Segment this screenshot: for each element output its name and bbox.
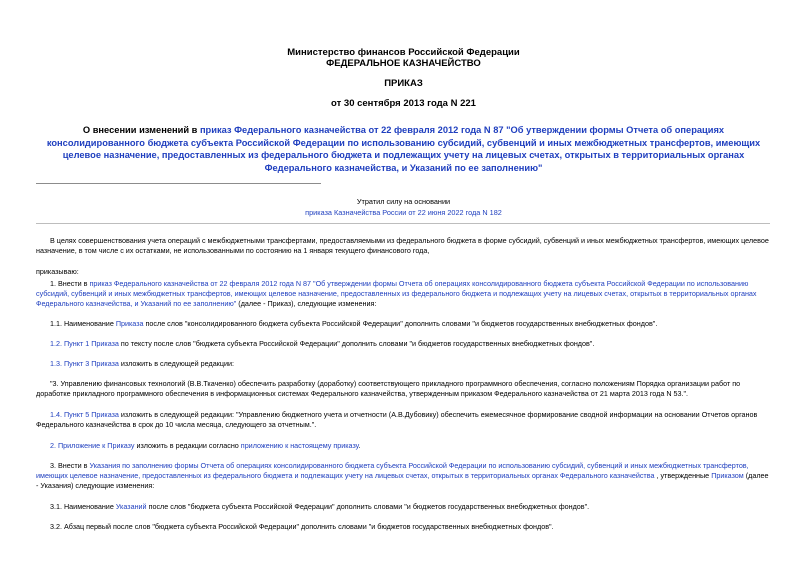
p31-text-a: 3.1. Наименование xyxy=(50,502,116,511)
p13-link[interactable]: 1.3. Пункт 3 Приказа xyxy=(50,359,119,368)
paragraph-1-1 xyxy=(36,319,770,329)
p31-text-b: после слов "бюджета субъекта Российской Федерации" дополнить словами "и бюджетов государственных внебюджетных фондов". xyxy=(146,502,590,511)
document-title xyxy=(36,124,771,174)
p12-link[interactable]: 1.2. Пункт 1 Приказа xyxy=(50,339,119,348)
title-divider xyxy=(36,183,321,184)
p3-text-b: , утвержденные xyxy=(654,471,712,480)
p14-link[interactable]: 1.4. Пункт 5 Приказа xyxy=(50,410,119,419)
p13-text: изложить в следующей редакции: xyxy=(118,359,234,368)
paragraph-3-2: 3.2. Абзац первый после слов "бюджета субъекта Российской Федерации" дополнить словами "и бюджетов государственных внебюджетных фондов". xyxy=(50,522,554,531)
order-word: приказываю: xyxy=(36,267,79,276)
p2-text-b: изложить в редакции согласно xyxy=(134,441,241,450)
p12-text: по тексту после слов "бюджета субъекта Российской Федерации" дополнить словами "и бюджетов государственных внебюджетных фондов". xyxy=(118,339,595,348)
p2-link-appendix[interactable]: 2. Приложение к Приказу xyxy=(50,441,135,450)
paragraph-3 xyxy=(36,461,770,491)
p3-text-c: (далее - Указания) следующие изменения: xyxy=(36,471,769,490)
p1-order-link[interactable]: приказ Федерального казначейства от 22 февраля 2012 года N 87 "Об утверждении формы Отчета об операциях консолидированного бюджета субъекта Российской Федерации по использованию субсидий, субвенций и иных межбюджетных трансфертов, имеющих целевое назначение, предоставленных из федерального бюджета и подлежащих учету на лицевых счетах, открытых в территориальных органах Федерального казначейства, и Указаний по ее заполнению" xyxy=(36,279,757,308)
p14-text: изложить в следующей редакции: "Управлению бюджетного учета и отчетности (А.В.Дубовику) обеспечить ежемесячное формирование сводной информации на основании Отчетов органов Федерального казначейства в срок до 10 числа месяца, следующего за отчетным.". xyxy=(36,410,758,429)
paragraph-1-3-quote: "3. Управлению финансовых технологий (В.В.Ткаченко) обеспечить разработку (доработку) соответствующего прикладного программного обеспечения, согласно положениям Порядка организации работ по доработке прикладного программного обеспечения в информационных системах Федерального казначейства, утвержденным приказом Федерального казначейства от 21 марта 2013 года N 53.". xyxy=(36,379,741,398)
document-date: от 30 сентября 2013 года N 221 xyxy=(331,98,476,109)
p31-link[interactable]: Указаний xyxy=(115,502,147,511)
status-note: Утратил силу на основании xyxy=(356,197,451,206)
intro-paragraph: В целях совершенствования учета операций с межбюджетными трансфертами, предоставляемыми из федерального бюджета в форме субсидий, субвенций и иных межбюджетных трансфертов, имеющих целевое назначение, в том числе с их остатками, не использованными по состоянию на 1 января текущего финансового года, xyxy=(36,236,769,255)
p2-link-annex[interactable]: приложению к настоящему приказу xyxy=(240,441,359,450)
title-order-link[interactable]: приказ Федерального казначейства от 22 февраля 2012 года N 87 "Об утверждении формы Отчета об операциях консолидированного бюджета субъекта Российской Федерации по использованию субсидий, субвенций и иных межбюджетных трансфертов, имеющих целевое назначение, предоставленных из федерального бюджета и подлежащих учету на лицевых счетах, открытых в территориальных органах Федерального казначейства, и Указаний по ее заполнению" xyxy=(46,125,761,173)
agency-name: ФЕДЕРАЛЬНОЕ КАЗНАЧЕЙСТВО xyxy=(326,58,481,69)
title-prefix: О внесении изменений в xyxy=(82,125,200,135)
status-divider xyxy=(36,223,770,224)
ministry-name: Министерство финансов Российской Федерации xyxy=(287,47,520,58)
repeal-order-link[interactable]: приказа Казначейства России от 22 июня 2022 года N 182 xyxy=(305,208,502,217)
p1-text-b: (далее - Приказ), следующие изменения: xyxy=(236,299,377,308)
p3-order-link[interactable]: Приказом xyxy=(711,471,744,480)
p1-text-a: 1. Внести в xyxy=(50,279,90,288)
paragraph-1-2 xyxy=(36,339,770,349)
p2-text-c: . xyxy=(358,441,361,450)
status-link-row xyxy=(0,208,807,217)
paragraph-3-1 xyxy=(36,502,770,512)
paragraph-2 xyxy=(36,441,770,451)
document-type: ПРИКАЗ xyxy=(384,78,423,89)
p11-text-a: 1.1. Наименование xyxy=(50,319,116,328)
p3-text-a: 3. Внести в xyxy=(50,461,90,470)
p11-text-b: после слов "консолидированного бюджета субъекта Российской Федерации" дополнить словами "и бюджетов государственных внебюджетных фондов". xyxy=(143,319,658,328)
paragraph-1 xyxy=(36,279,770,309)
p3-instructions-link[interactable]: Указания по заполнению формы Отчета об операциях консолидированного бюджета субъекта Российской Федерации по использованию субсидий, субвенций и иных межбюджетных трансфертов, имеющих целевое назначение, предоставленных из федерального бюджета и подлежащих учету на лицевых счетах, открытых в территориальных органах Федерального казначейства xyxy=(36,461,749,480)
p11-link[interactable]: Приказа xyxy=(115,319,144,328)
paragraph-1-3 xyxy=(36,359,770,369)
paragraph-1-4 xyxy=(36,410,770,430)
